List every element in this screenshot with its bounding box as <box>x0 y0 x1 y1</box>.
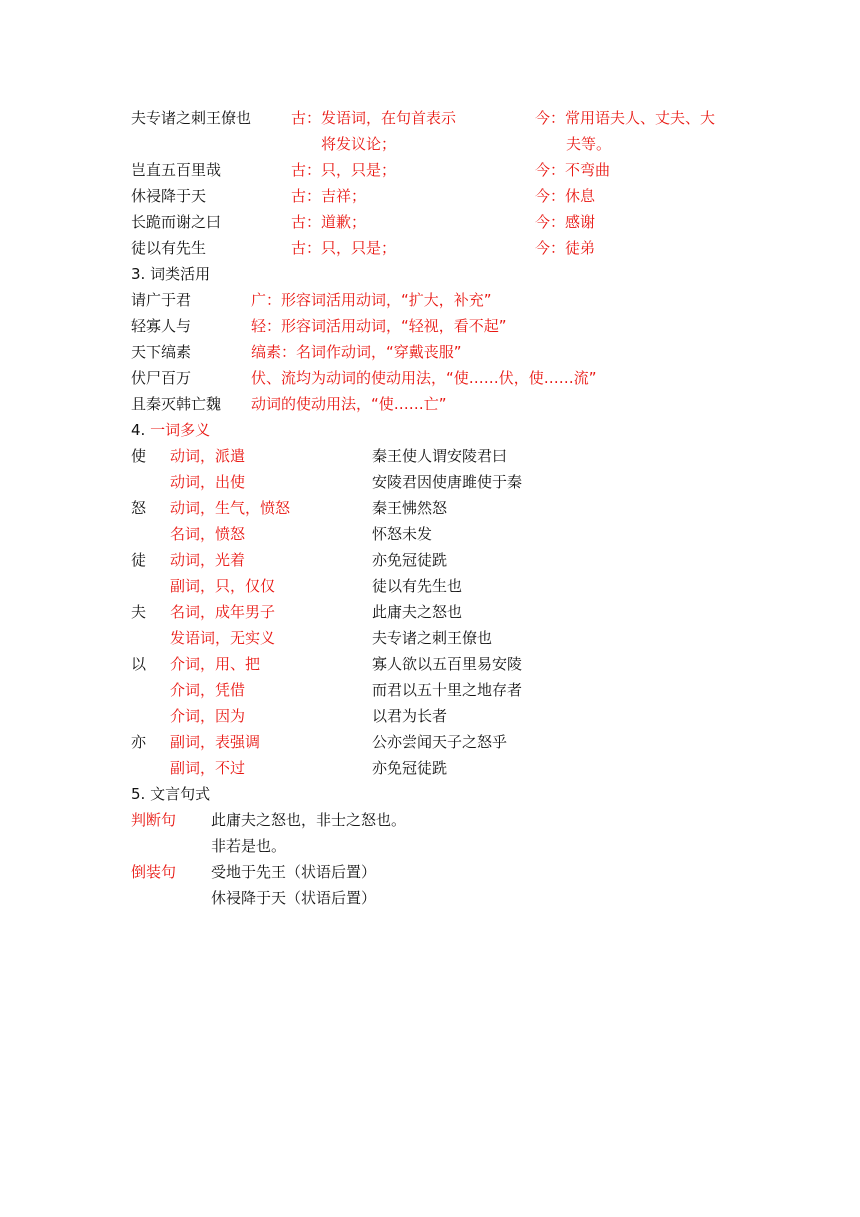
ancient-meaning: 古：道歉； <box>291 213 367 231</box>
conversion-note: 轻：形容词活用动词，“轻视，看不起” <box>251 317 507 335</box>
conversion-row <box>0 365 860 391</box>
section-number: 3. <box>131 265 146 283</box>
section-number: 5. <box>131 785 146 803</box>
conversion-note: 缟素：名词作动词，“穿戴丧服” <box>251 343 462 361</box>
sentence-pattern-row <box>0 885 860 911</box>
polysemy-row <box>0 755 860 781</box>
archaic-phrase: 长跪而谢之曰 <box>131 213 222 231</box>
sentence-pattern-row <box>0 859 860 885</box>
sentence-example: 受地于先王（状语后置） <box>211 863 377 881</box>
polysemy-example: 亦免冠徒跣 <box>372 759 448 777</box>
conversion-row <box>0 339 860 365</box>
conversion-phrase: 且秦灭韩亡魏 <box>131 395 222 413</box>
polysemy-example: 而君以五十里之地存者 <box>372 681 523 699</box>
polysemy-meaning: 动词，出使 <box>170 473 246 491</box>
section-heading <box>0 417 860 443</box>
archaic-row-continued <box>0 131 860 157</box>
polysemy-meaning: 发语词，无实义 <box>170 629 276 647</box>
archaic-row <box>0 209 860 235</box>
polysemy-meaning: 动词，光着 <box>170 551 246 569</box>
section-number: 4. <box>131 421 146 439</box>
section-heading <box>0 781 860 807</box>
polysemy-example: 徒以有先生也 <box>372 577 463 595</box>
conversion-note: 动词的使动用法，“使……亡” <box>251 395 447 413</box>
polysemy-word: 怒 <box>131 499 147 517</box>
polysemy-example: 以君为长者 <box>372 707 448 725</box>
polysemy-meaning: 副词，不过 <box>170 759 246 777</box>
polysemy-row <box>0 599 860 625</box>
archaic-phrase: 夫专诸之刺王僚也 <box>131 109 252 127</box>
archaic-row <box>0 183 860 209</box>
section-title: 文言句式 <box>150 785 211 803</box>
ancient-meaning: 古：只，只是； <box>291 161 397 179</box>
section-title: 一词多义 <box>150 421 211 439</box>
polysemy-meaning: 动词，生气，愤怒 <box>170 499 291 517</box>
ancient-meaning: 古：只，只是； <box>291 239 397 257</box>
polysemy-meaning: 名词，成年男子 <box>170 603 276 621</box>
modern-meaning: 今：不弯曲 <box>535 161 611 179</box>
sentence-example: 休祲降于天（状语后置） <box>211 889 377 907</box>
polysemy-word: 夫 <box>131 603 147 621</box>
sentence-example: 此庸夫之怒也，非士之怒也。 <box>211 811 407 829</box>
archaic-phrase: 徒以有先生 <box>131 239 207 257</box>
modern-meaning: 今：休息 <box>535 187 596 205</box>
modern-meaning: 今：常用语夫人、丈夫、大 <box>535 109 716 127</box>
sentence-type: 判断句 <box>131 811 177 829</box>
polysemy-row <box>0 625 860 651</box>
conversion-row <box>0 391 860 417</box>
conversion-row <box>0 313 860 339</box>
modern-meaning-continued: 夫等。 <box>566 135 612 153</box>
polysemy-word: 使 <box>131 447 147 465</box>
polysemy-word: 亦 <box>131 733 147 751</box>
sentence-pattern-row <box>0 807 860 833</box>
conversion-phrase: 轻寡人与 <box>131 317 192 335</box>
polysemy-example: 寡人欲以五百里易安陵 <box>372 655 523 673</box>
ancient-meaning-continued: 将发议论； <box>321 135 397 153</box>
polysemy-meaning: 副词，表强调 <box>170 733 261 751</box>
archaic-phrase: 岂直五百里哉 <box>131 161 222 179</box>
polysemy-example: 此庸夫之怒也 <box>372 603 463 621</box>
polysemy-example: 夫专诸之刺王僚也 <box>372 629 493 647</box>
polysemy-meaning: 名词，愤怒 <box>170 525 246 543</box>
polysemy-row <box>0 729 860 755</box>
polysemy-meaning: 介词，用、把 <box>170 655 261 673</box>
polysemy-row <box>0 495 860 521</box>
polysemy-row <box>0 547 860 573</box>
ancient-meaning: 古：发语词，在句首表示 <box>291 109 457 127</box>
polysemy-example: 秦王使人谓安陵君曰 <box>372 447 508 465</box>
conversion-phrase: 天下缟素 <box>131 343 192 361</box>
polysemy-row <box>0 521 860 547</box>
conversion-note: 广：形容词活用动词，“扩大，补充” <box>251 291 492 309</box>
polysemy-example: 秦王怫然怒 <box>372 499 448 517</box>
archaic-row <box>0 235 860 261</box>
polysemy-meaning: 介词，凭借 <box>170 681 246 699</box>
section-heading <box>0 261 860 287</box>
polysemy-row <box>0 651 860 677</box>
polysemy-meaning: 副词，只，仅仅 <box>170 577 276 595</box>
archaic-row <box>0 157 860 183</box>
archaic-row <box>0 105 860 131</box>
polysemy-word: 徒 <box>131 551 147 569</box>
polysemy-row <box>0 443 860 469</box>
polysemy-example: 公亦尝闻天子之怒乎 <box>372 733 508 751</box>
ancient-meaning: 古：吉祥； <box>291 187 367 205</box>
conversion-row <box>0 287 860 313</box>
modern-meaning: 今：徒弟 <box>535 239 596 257</box>
polysemy-row <box>0 703 860 729</box>
sentence-pattern-row <box>0 833 860 859</box>
polysemy-word: 以 <box>131 655 147 673</box>
archaic-phrase: 休祲降于天 <box>131 187 207 205</box>
polysemy-row <box>0 469 860 495</box>
polysemy-meaning: 介词，因为 <box>170 707 246 725</box>
section-title: 词类活用 <box>150 265 211 283</box>
conversion-note: 伏、流均为动词的使动用法，“使……伏，使……流” <box>251 369 597 387</box>
sentence-example: 非若是也。 <box>211 837 287 855</box>
conversion-phrase: 伏尸百万 <box>131 369 192 387</box>
polysemy-example: 怀怒未发 <box>372 525 433 543</box>
conversion-phrase: 请广于君 <box>131 291 192 309</box>
polysemy-row <box>0 573 860 599</box>
polysemy-row <box>0 677 860 703</box>
polysemy-example: 安陵君因使唐雎使于秦 <box>372 473 523 491</box>
polysemy-meaning: 动词，派遣 <box>170 447 246 465</box>
polysemy-example: 亦免冠徒跣 <box>372 551 448 569</box>
modern-meaning: 今：感谢 <box>535 213 596 231</box>
sentence-type: 倒装句 <box>131 863 177 881</box>
